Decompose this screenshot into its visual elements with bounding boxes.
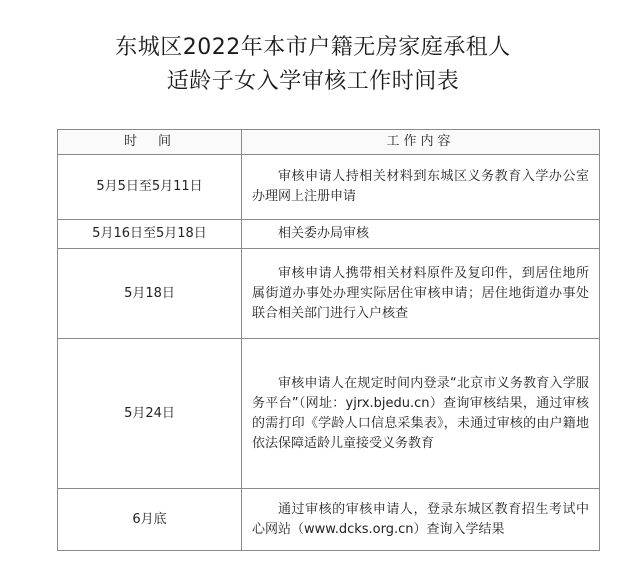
document-title-line1: 东城区2022年本市户籍无房家庭承租人 [115,35,511,60]
row-time: 6月底 [58,489,242,551]
row-time: 5月5日至5月11日 [58,155,242,220]
header-time: 时 间 [58,130,242,155]
table-row [58,220,600,249]
table-row [58,339,600,489]
table-row [58,489,600,551]
document-title-line2: 适龄子女入学审核工作时间表 [166,69,460,94]
row-time: 5月24日 [58,339,242,489]
schedule-table [57,129,600,551]
row-content: 通过审核的审核申请人，登录东城区教育招生考试中心网站（www.dcks.org.cn）查询入学结果 [242,489,600,551]
row-time: 5月16日至5月18日 [58,220,242,249]
row-content: 审核申请人持相关材料到东城区义务教育入学办公室办理网上注册申请 [242,155,600,220]
table-row [58,249,600,339]
row-content: 审核申请人在规定时间内登录“北京市义务教育入学服务平台”（网址：yjrx.bjedu.cn）查询审核结果，通过审核的需打印《学龄人口信息采集表》，未通过审核的由户籍地依法保障适龄儿童接受义务教育 [242,339,600,489]
row-content: 审核申请人携带相关材料原件及复印件，到居住地所属街道办事处办理实际居住审核申请；居住地街道办事处联合相关部门进行入户核查 [242,249,600,339]
header-content: 工作内容 [242,130,600,155]
row-time: 5月18日 [58,249,242,339]
table-row [58,155,600,220]
row-content: 相关委办局审核 [242,220,600,249]
table-header-row [58,130,600,155]
